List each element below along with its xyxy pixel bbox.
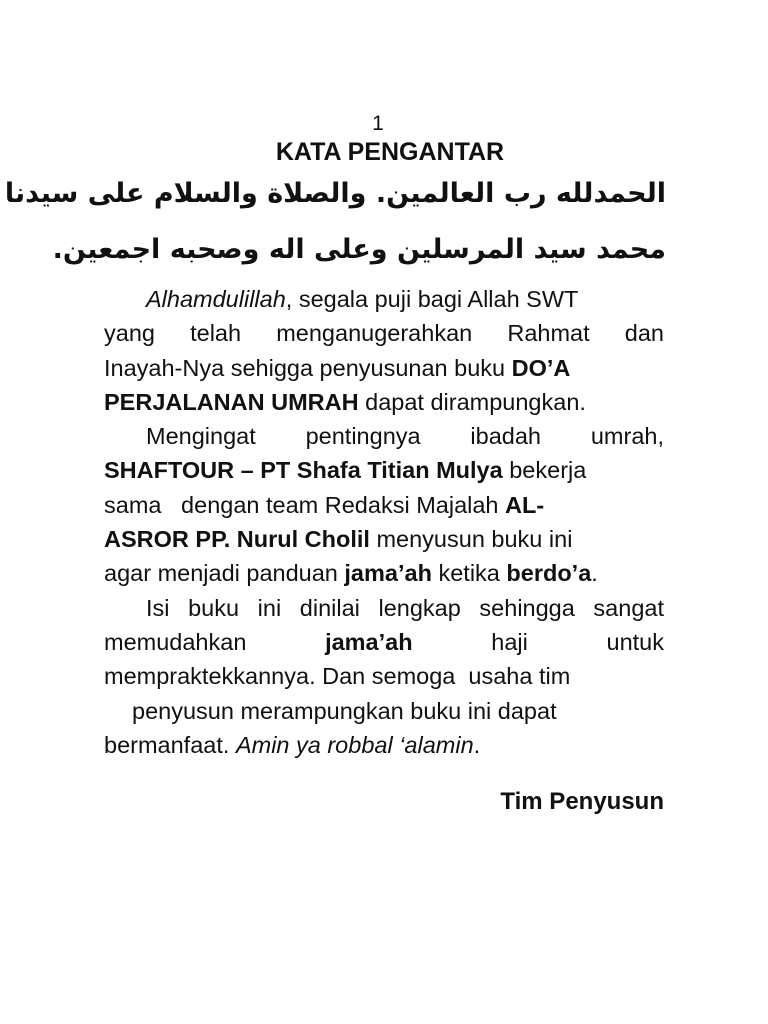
company-name: SHAFTOUR – PT Shafa Titian Mulya — [104, 457, 503, 484]
paragraph-1-line-3 — [104, 351, 664, 385]
paragraph-2-line-2 — [104, 453, 664, 487]
text-span: . — [473, 731, 481, 758]
text-span: Inayah-Nya sehigga penyusunan buku — [104, 354, 512, 381]
text-span: bekerja — [502, 457, 587, 484]
text-span: , segala puji bagi Allah SWT — [285, 286, 579, 312]
arabic-line-1: الحمدلله رب العالمين. والصلاة والسلام على سيدنا — [4, 178, 666, 209]
paragraph-2-line-5 — [104, 556, 664, 590]
page-title: KATA PENGANTAR — [275, 138, 505, 166]
text-span: ketika — [431, 560, 507, 587]
paragraph-3-line-5 — [104, 728, 664, 762]
paragraph-3-line-4: penyusun merampungkan buku ini dapat — [132, 697, 557, 724]
text-span: haji untuk — [412, 628, 664, 655]
berdoa-term: berdo’a — [506, 560, 592, 587]
paragraph-3-line-2 — [104, 625, 664, 659]
book-title-part-2: PERJALANAN UMRAH — [104, 388, 359, 415]
paragraph-1-line-1 — [104, 282, 664, 316]
signature: Tim Penyusun — [500, 788, 664, 815]
paragraph-1-line-4 — [104, 385, 664, 419]
magazine-name-part-2: ASROR PP. Nurul Cholil — [104, 526, 370, 553]
body-text — [104, 282, 664, 762]
magazine-name-part-1: AL- — [505, 491, 545, 518]
jamaah-term: jama’ah — [325, 628, 413, 655]
page-number: 1 — [372, 112, 384, 135]
alhamdulillah-text: Alhamdulillah — [146, 286, 286, 312]
text-span: sama dengan team Redaksi Majalah — [104, 491, 506, 518]
paragraph-1-line-2: yang telah menganugerahkan Rahmat dan — [104, 320, 664, 347]
text-span: dapat dirampungkan. — [358, 388, 586, 415]
paragraph-2-line-3 — [104, 488, 664, 522]
text-span: menyusun buku ini — [369, 526, 573, 553]
paragraph-2-line-1: Mengingat pentingnya ibadah umrah, — [146, 423, 664, 450]
jamaah-term: jama’ah — [344, 560, 432, 587]
paragraph-3-line-1: Isi buku ini dinilai lengkap sehingga sangat — [146, 594, 664, 621]
paragraph-2-line-4 — [104, 522, 664, 556]
closing-prayer: Amin ya robbal ‘alamin — [235, 731, 474, 758]
paragraph-3-line-3: mempraktekkannya. Dan semoga usaha tim — [104, 663, 571, 690]
book-title-part-1: DO’A — [511, 354, 571, 381]
text-span: agar menjadi panduan — [104, 560, 345, 587]
text-span: bermanfaat. — [104, 731, 236, 758]
arabic-line-2: محمد سيد المرسلين وعلى اله وصحبه اجمعين. — [52, 234, 666, 265]
text-span: . — [591, 560, 598, 587]
text-span: memudahkan — [104, 628, 326, 655]
